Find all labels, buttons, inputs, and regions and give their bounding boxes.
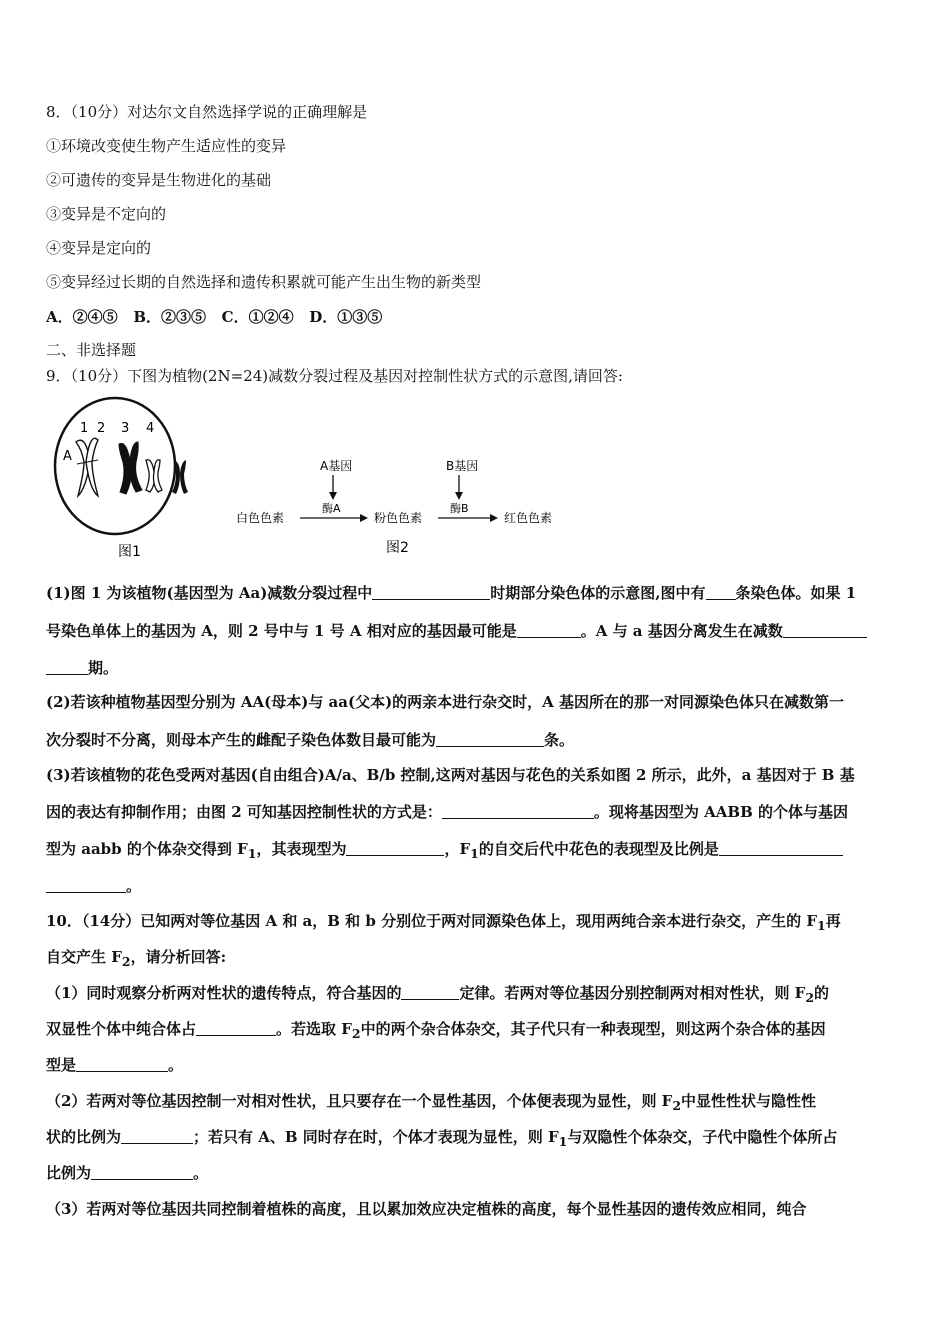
figure2-pathway <box>236 459 552 556</box>
chromosome-label-3: 3 <box>121 421 130 436</box>
q8-option-b: B．②③⑤ <box>133 308 206 326</box>
q9-p3-line2: 因的表达有抑制作用；由图 2 可知基因控制性状的方式是： 。现将基因型为 AABB 的个体与基因 <box>46 803 848 821</box>
q9-p1-line2: 号染色单体上的基因为 A，则 2 号中与 1 号 A 相对应的基因最可能是 。A 与 a 基因分离发生在减数 <box>46 621 867 641</box>
q10-p1-line3: 型是 。 <box>46 1056 184 1074</box>
q8-item-1: ①环境改变使生物产生适应性的变异 <box>46 137 287 155</box>
answer-blank[interactable] <box>121 1129 193 1144</box>
pigment-red: 红色色素 <box>504 511 553 525</box>
q9-figure <box>46 392 606 562</box>
q10-p1-line2: 双显性个体中纯合体占 。若选取 $F_2$中的两个杂合体杂交，其子代只有一种表现型，则这两个杂合体的基因 <box>46 1020 826 1041</box>
answer-blank[interactable] <box>346 841 444 856</box>
enzyme-a-label: 酶A <box>322 502 341 515</box>
answer-blank[interactable] <box>436 732 544 747</box>
chromosome-pair-1-2 <box>76 438 98 496</box>
q10-stem-line2: 自交产生 $F_2$，请分析回答: <box>46 948 227 969</box>
answer-blank[interactable] <box>372 585 490 600</box>
q8-stem: 8．（10分）对达尔文自然选择学说的正确理解是 <box>46 103 368 121</box>
answer-blank[interactable] <box>401 985 459 1000</box>
q10-p2-line1: （2）若两对等位基因控制一对相对性状，且只要存在一个显性基因，个体便表现为显性，则 $F_2$中显性性状与隐性性 <box>46 1092 817 1113</box>
chromosome-label-2: 2 <box>97 421 106 436</box>
answer-blank[interactable] <box>442 804 594 819</box>
q9-p3-line4: 。 <box>46 876 141 896</box>
answer-blank[interactable] <box>46 660 88 675</box>
gene-label-a: A <box>63 449 72 464</box>
chromosome-pair-3 <box>119 442 142 494</box>
answer-blank[interactable] <box>196 1021 276 1036</box>
q10-p1-line1: （1）同时观察分析两对性状的遗传特点，符合基因的 定律。若两对等位基因分别控制两对相对性状，则 $F_2$的 <box>46 984 830 1005</box>
q8-item-3: ③变异是不定向的 <box>46 205 167 223</box>
figure1-cell <box>55 398 188 560</box>
q10-p3-line1: （3）若两对等位基因共同控制着植株的高度，且以累加效应决定植株的高度，每个显性基因的遗传效应相同，纯合 <box>46 1200 807 1218</box>
pigment-pink: 粉色色素 <box>374 511 423 525</box>
q9-p2-line1: (2)若该种植物基因型分别为 AA(母本)与 aa(父本)的两亲本进行杂交时，A 基因所在的那一对同源染色体只在减数第一 <box>46 693 845 711</box>
answer-blank[interactable] <box>719 841 843 856</box>
gene-b-label: B基因 <box>446 459 479 473</box>
q8-option-a: A．②④⑤ <box>46 308 118 326</box>
q8-item-4: ④变异是定向的 <box>46 239 152 257</box>
answer-blank[interactable] <box>783 623 867 638</box>
chromosome-pair-4 <box>146 460 162 492</box>
q9-p2-line2: 次分裂时不分离，则母本产生的雌配子染色体数目最可能为 条。 <box>46 731 575 749</box>
enzyme-b-label: 酶B <box>450 502 469 515</box>
q10-p2-line2: 状的比例为 ；若只有 A、B 同时存在时，个体才表现为显性，则 $F_1$与双隐性个体杂交，子代中隐性个体所占 <box>46 1128 838 1149</box>
answer-blank[interactable] <box>517 623 581 638</box>
answer-blank[interactable] <box>76 1057 168 1072</box>
answer-blank[interactable] <box>46 878 126 893</box>
answer-blank[interactable] <box>706 585 736 600</box>
q8-option-d: D．①③⑤ <box>309 308 383 326</box>
section-heading: 二、非选择题 <box>46 341 137 359</box>
q8-option-c: C．①②④ <box>221 308 294 326</box>
gene-a-label: A基因 <box>320 459 353 473</box>
q10-p2-line3: 比例为 。 <box>46 1164 209 1182</box>
chromosome-label-4: 4 <box>146 421 155 436</box>
q8-options <box>46 307 382 327</box>
q8-item-5: ⑤变异经过长期的自然选择和遗传积累就可能产生出生物的新类型 <box>46 273 482 291</box>
pigment-white: 白色色素 <box>236 511 285 525</box>
q8-item-2: ②可遗传的变异是生物进化的基础 <box>46 171 272 189</box>
q9-p1-line1: (1)图 1 为该植物(基因型为 Aa)减数分裂过程中 时期部分染色体的示意图,图中有 条染色体。如果 1 <box>46 584 857 602</box>
q9-p3-line3: 型为 aabb 的个体杂交得到 $F_1$，其表现型为 ，$F_1$的自交后代中花色的表现型及比例是 <box>46 839 843 864</box>
q9-p1-line3: 期。 <box>46 658 118 678</box>
figure2-caption: 图2 <box>386 540 409 556</box>
q10-stem-line1: 10．（14分）已知两对等位基因 A 和 a，B 和 b 分别位于两对同源染色体上，现用两纯合亲本进行杂交，产生的 $F_1$再 <box>46 912 841 933</box>
answer-blank[interactable] <box>91 1165 193 1180</box>
q9-p3-line1: (3)若该植物的花色受两对基因(自由组合)A/a、B/b 控制,这两对基因与花色的关系如图 2 所示，此外，a 基因对于 B 基 <box>46 766 855 784</box>
figure1-caption: 图1 <box>118 544 141 560</box>
q9-stem: 9．（10分）下图为植物(2N=24)减数分裂过程及基因对控制性状方式的示意图,请回答: <box>46 367 623 385</box>
chromosome-label-1: 1 <box>80 421 89 436</box>
